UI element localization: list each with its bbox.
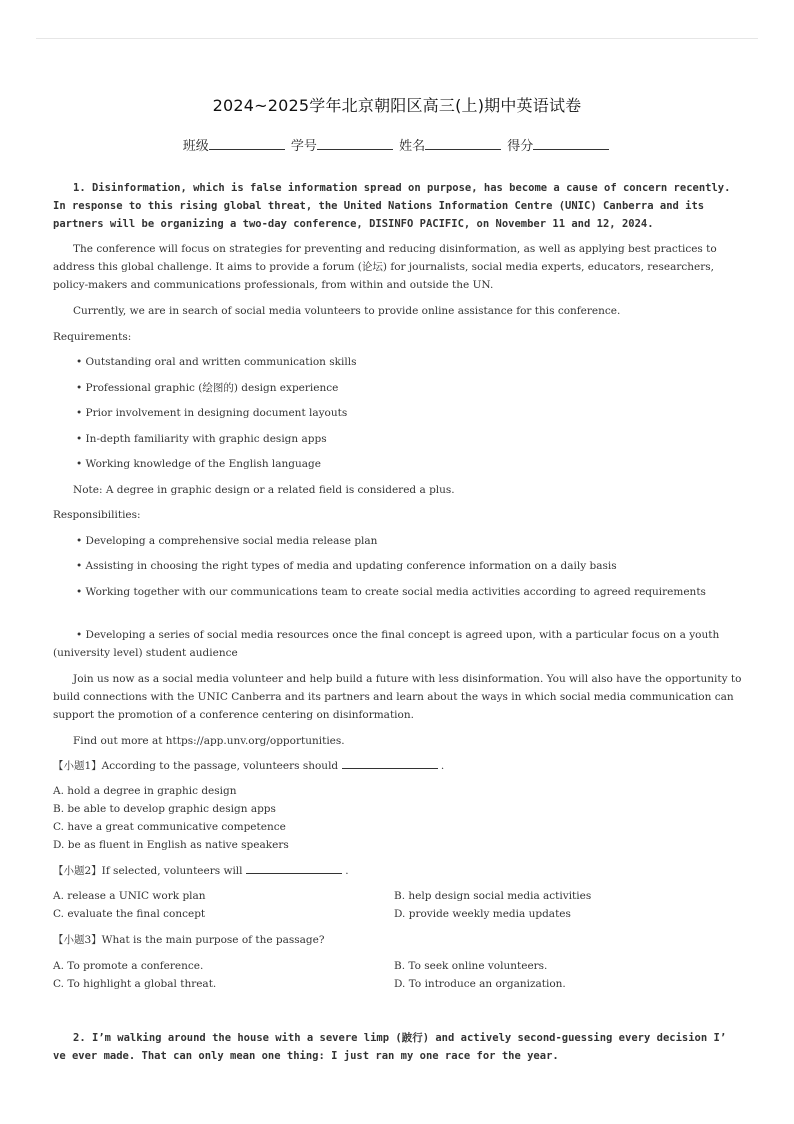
q1-paragraph-3: Currently, we are in search of social media volunteers to provide online assistance for this conference. [73,305,621,317]
subquestion-3-option-d[interactable]: D. To introduce an organization. [394,978,566,990]
subquestion-2-stem-text: 【小题2】If selected, volunteers will [53,865,243,877]
field-class-blank[interactable] [209,137,285,150]
field-id-blank[interactable] [317,137,393,150]
top-divider [36,38,758,39]
student-info-fields [0,135,794,154]
requirement-item: • Outstanding oral and written communication skills [76,356,357,368]
requirements-label: Requirements: [53,331,132,343]
subquestion-1-option-d[interactable]: D. be as fluent in English as native speakers [53,839,289,851]
subquestion-2-option-c[interactable]: C. evaluate the final concept [53,908,206,920]
subquestion-1-stem [53,757,444,775]
field-name-blank[interactable] [425,137,501,150]
q1-paragraph-2: The conference will focus on strategies for preventing and reducing disinformation, as well as applying best practices to address this global challenge. It aims to provide a forum (论坛) for journalists, social media experts, educators, researchers, policy-makers and communications professionals, from within and outside the UN. [53,243,717,291]
subquestion-1-blank[interactable] [342,757,438,769]
responsibility-item: • Developing a series of social media resources once the final concept is agreed upon, with a particular focus on a youth (university level) student audience [53,629,720,659]
subquestion-2-stem-end: . [345,865,349,877]
q2-intro: 2. I’m walking around the house with a severe limp (跛行) and actively second-guessing every decision I’ ve ever made. That can only mean one thing: I just ran my one race for the year. [53,1032,727,1062]
subquestion-2-option-b[interactable]: B. help design social media activities [394,890,592,902]
subquestion-1-option-a[interactable]: A. hold a degree in graphic design [53,785,237,797]
subquestion-1-stem-end: . [440,760,445,772]
subquestion-3-option-a[interactable]: A. To promote a conference. [53,960,204,972]
field-id-label: 学号 [290,139,317,154]
requirement-item: • Working knowledge of the English language [76,458,321,470]
exam-title: 2024~2025学年北京朝阳区高三(上)期中英语试卷 [212,96,582,115]
responsibility-item: • Developing a comprehensive social media release plan [76,535,378,547]
field-score-blank[interactable] [533,137,609,150]
requirement-item: • Prior involvement in designing document layouts [76,407,348,419]
subquestion-2-stem [53,862,349,880]
subquestion-2-option-a[interactable]: A. release a UNIC work plan [53,890,206,902]
requirement-item: • Professional graphic (绘图的) design experience [76,382,339,394]
field-name-label: 姓名 [399,139,426,154]
subquestion-2-blank[interactable] [246,862,342,874]
q1-intro: 1. Disinformation, which is false information spread on purpose, has become a cause of concern recently. In response to this rising global threat, the United Nations Information Centre (UNIC) Canberra and its partners will be organizing a two-day conference, DISINFO PACIFIC, on November 11 and 12, 2024. [53,182,731,230]
subquestion-3-option-b[interactable]: B. To seek online volunteers. [394,960,548,972]
subquestion-2-option-d[interactable]: D. provide weekly media updates [394,908,571,920]
responsibility-item: • Working together with our communications team to create social media activities according to agreed requirements [76,586,706,598]
subquestion-1-option-c[interactable]: C. have a great communicative competence [53,821,286,833]
requirement-item: • In-depth familiarity with graphic design apps [76,433,327,445]
q1-paragraph-find: Find out more at https://app.unv.org/opportunities. [73,735,345,747]
subquestion-3-stem: 【小题3】What is the main purpose of the passage? [53,934,325,946]
subquestion-1-stem-text: 【小题1】According to the passage, volunteers should [53,760,339,772]
subquestion-3-option-c[interactable]: C. To highlight a global threat. [53,978,217,990]
responsibility-item: • Assisting in choosing the right types of media and updating conference information on a daily basis [76,560,617,572]
note-text: Note: A degree in graphic design or a related field is considered a plus. [73,484,455,496]
responsibilities-label: Responsibilities: [53,509,141,521]
field-class-label: 班级 [182,139,209,154]
q1-paragraph-join: Join us now as a social media volunteer and help build a future with less disinformation. You will also have the opportunity to build connections with the UNIC Canberra and its partners and learn about the ways in which social media communication can support the promotion of a conference centering on disinformation. [53,673,742,721]
field-score-label: 得分 [507,139,534,154]
subquestion-1-option-b[interactable]: B. be able to develop graphic design apps [53,803,276,815]
